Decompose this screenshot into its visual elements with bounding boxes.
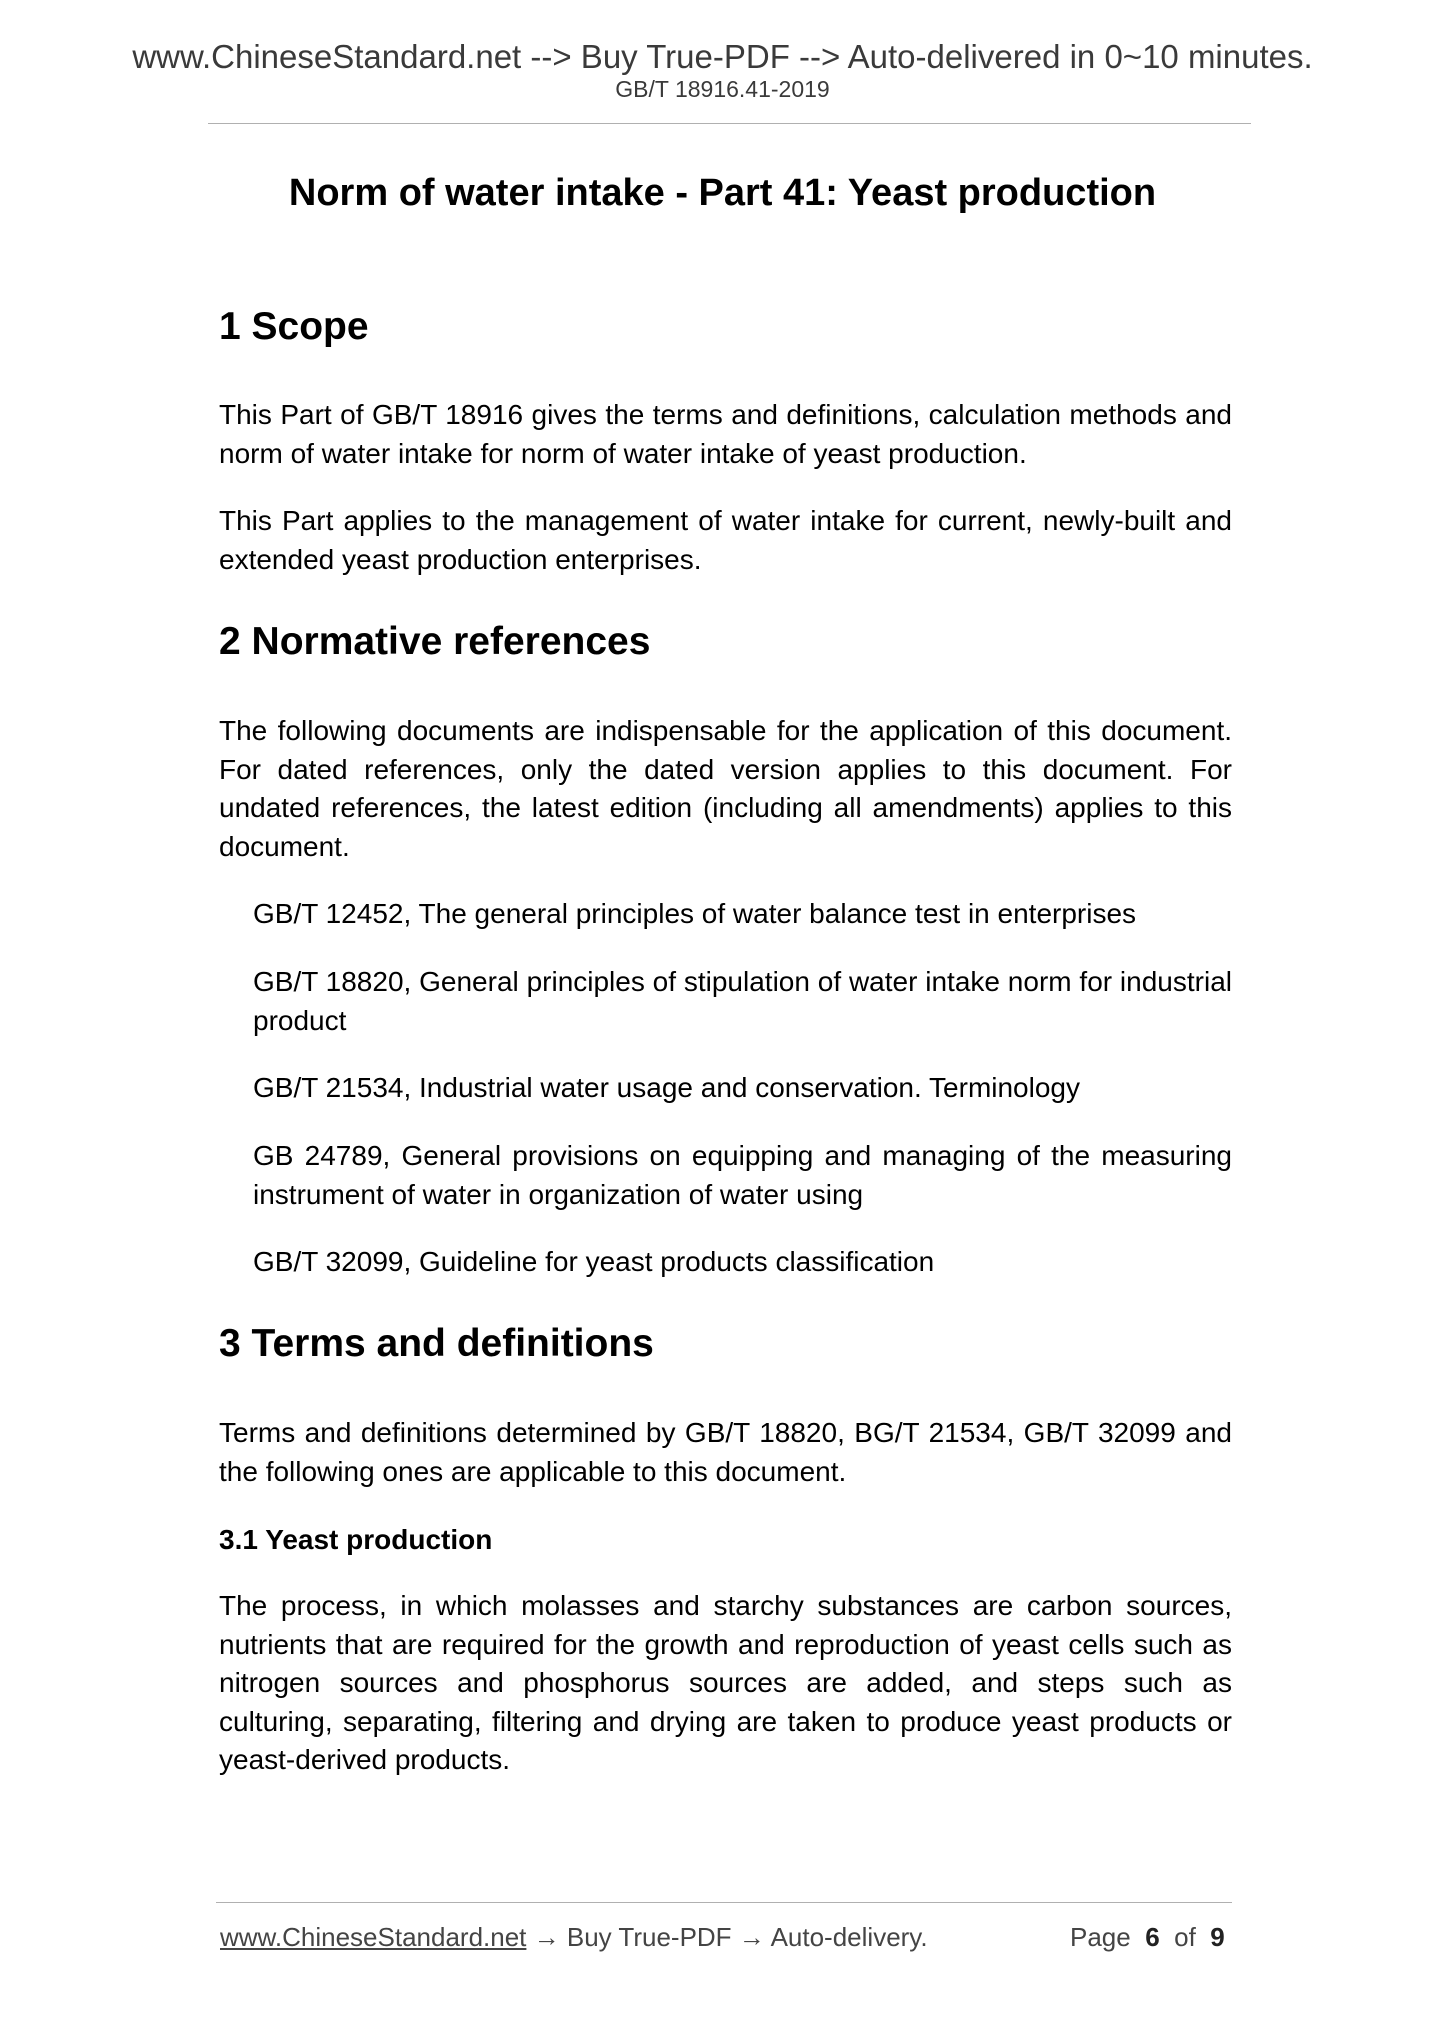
document-title: Norm of water intake - Part 41: Yeast production bbox=[288, 172, 1157, 214]
page-word: Page bbox=[1070, 1922, 1131, 1952]
subsection-heading-yeast-production: 3.1 Yeast production bbox=[219, 1524, 493, 1555]
page-total: 9 bbox=[1210, 1922, 1225, 1952]
yeast-production-definition: The process, in which molasses and starchy substances are carbon sources, nutrients that are required for the growth and reproduction of yeast cells such as nitrogen sources and phosphorus sources are added, and steps such as culturing, separating, filtering and drying are taken to produce yeast products or yeast-derived products. bbox=[219, 1590, 1232, 1775]
section-heading-terms: 3 Terms and definitions bbox=[219, 1322, 654, 1365]
standard-code: GB/T 18916.41-2019 bbox=[615, 76, 830, 102]
reference-item: GB 24789, General provisions on equipping and managing of the measuring instrument of water in organization of water using bbox=[253, 1140, 1232, 1210]
footer-divider bbox=[216, 1902, 1232, 1903]
normative-intro-paragraph: The following documents are indispensable for the application of this document. For dated references, only the dated version applies to this document. For undated references, the latest edition (including all amendments) applies to this document. bbox=[219, 715, 1232, 862]
reference-item: GB/T 18820, General principles of stipulation of water intake norm for industrial product bbox=[253, 966, 1232, 1036]
scope-paragraph-2: This Part applies to the management of water intake for current, newly-built and extended yeast production enterprises. bbox=[219, 505, 1232, 575]
section-heading-scope: 1 Scope bbox=[219, 305, 369, 348]
header-banner: www.ChineseStandard.net --> Buy True-PDF --> Auto-delivered in 0~10 minutes. bbox=[132, 38, 1313, 75]
section-heading-normative-references: 2 Normative references bbox=[219, 620, 651, 663]
reference-item: GB/T 21534, Industrial water usage and conservation. Terminology bbox=[253, 1072, 1080, 1103]
page-indicator bbox=[1070, 1922, 1225, 1953]
page-of: of bbox=[1174, 1922, 1196, 1952]
terms-intro-paragraph: Terms and definitions determined by GB/T 18820, BG/T 21534, GB/T 32099 and the following ones are applicable to this document. bbox=[219, 1417, 1232, 1487]
header-divider bbox=[208, 123, 1251, 124]
reference-item: GB/T 12452, The general principles of water balance test in enterprises bbox=[253, 898, 1137, 929]
reference-item: GB/T 32099, Guideline for yeast products classification bbox=[253, 1246, 935, 1277]
page-current: 6 bbox=[1145, 1922, 1160, 1952]
footer-site-link[interactable]: www.ChineseStandard.net bbox=[220, 1922, 527, 1952]
footer-delivery-line bbox=[220, 1922, 928, 1953]
footer-delivery-text: → Buy True-PDF → Auto-delivery. bbox=[526, 1922, 928, 1952]
scope-paragraph-1: This Part of GB/T 18916 gives the terms and definitions, calculation methods and norm of water intake for norm of water intake of yeast production. bbox=[219, 399, 1232, 469]
